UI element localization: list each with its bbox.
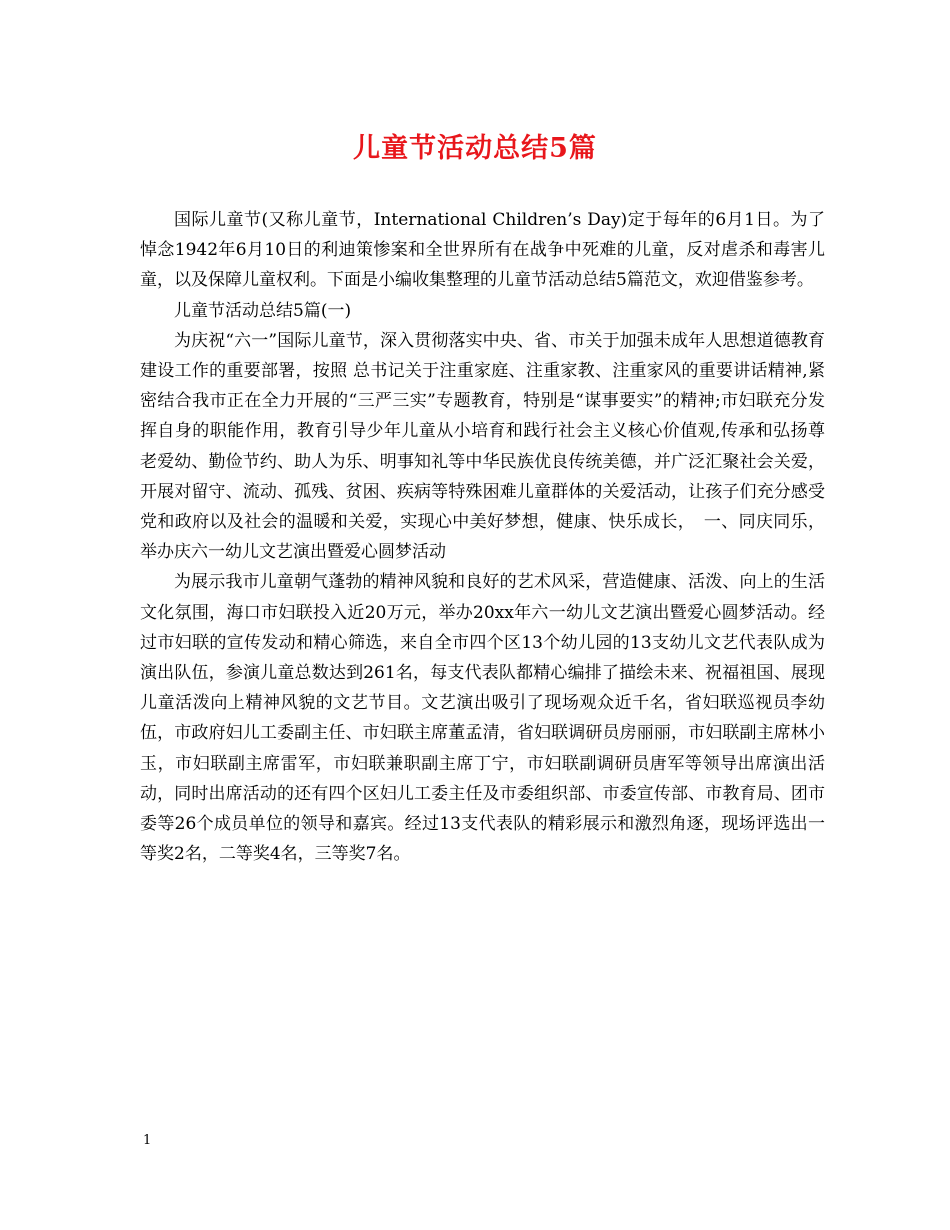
document-body [140,205,825,869]
intro-paragraph: 国际儿童节(又称儿童节，International Children’s Day)定于每年的6月1日。为了悼念1942年6月10日的利迪策惨案和全世界所有在战争中死难的儿童，反对虐杀和毒害儿童，以及保障儿童权利。下面是小编收集整理的儿童节活动总结5篇范文，欢迎借鉴参考。 [140,210,825,291]
section-heading: 儿童节活动总结5篇(一) [174,300,352,321]
document-title: 儿童节活动总结5篇 [353,133,597,164]
body-paragraph: 为展示我市儿童朝气蓬勃的精神风貌和良好的艺术风采，营造健康、活泼、向上的生活文化氛围，海口市妇联投入近20万元，举办20xx年六一幼儿文艺演出暨爱心圆梦活动。经过市妇联的宣传发动和精心筛选，来自全市四个区13个幼儿园的13支幼儿文艺代表队成为演出队伍，参演儿童总数达到261名，每支代表队都精心编排了描绘未来、祝福祖国、展现儿童活泼向上精神风貌的文艺节目。文艺演出吸引了现场观众近千名，省妇联巡视员李幼伍，市政府妇儿工委副主任、市妇联主席董孟清，省妇联调研员房丽丽，市妇联副主席林小玉，市妇联副主席雷军，市妇联兼职副主席丁宁，市妇联副调研员唐军等领导出席演出活动，同时出席活动的还有四个区妇儿工委主任及市委组织部、市委宣传部、市教育局、团市委等26个成员单位的领导和嘉宾。经过13支代表队的精彩展示和激烈角逐，现场评选出一等奖2名，二等奖4名，三等奖7名。 [140,572,825,865]
page-number: 1 [143,1133,152,1148]
body-paragraph: 为庆祝“六一”国际儿童节，深入贯彻落实中央、省、市关于加强未成年人思想道德教育建设工作的重要部署，按照 总书记关于注重家庭、注重家教、注重家风的重要讲话精神,紧密结合我市正在全力开展的“三严三实”专题教育，特别是“谋事要实”的精神;市妇联充分发挥自身的职能作用，教育引导少年儿童从小培育和践行社会主义核心价值观,传承和弘扬尊老爱幼、勤俭节约、助人为乐、明事知礼等中华民族优良传统美德，并广泛汇聚社会关爱，开展对留守、流动、孤残、贫困、疾病等特殊困难儿童群体的关爱活动，让孩子们充分感受党和政府以及社会的温暖和关爱，实现心中美好梦想，健康、快乐成长， 一、同庆同乐，举办庆六一幼儿文艺演出暨爱心圆梦活动 [140,330,825,563]
